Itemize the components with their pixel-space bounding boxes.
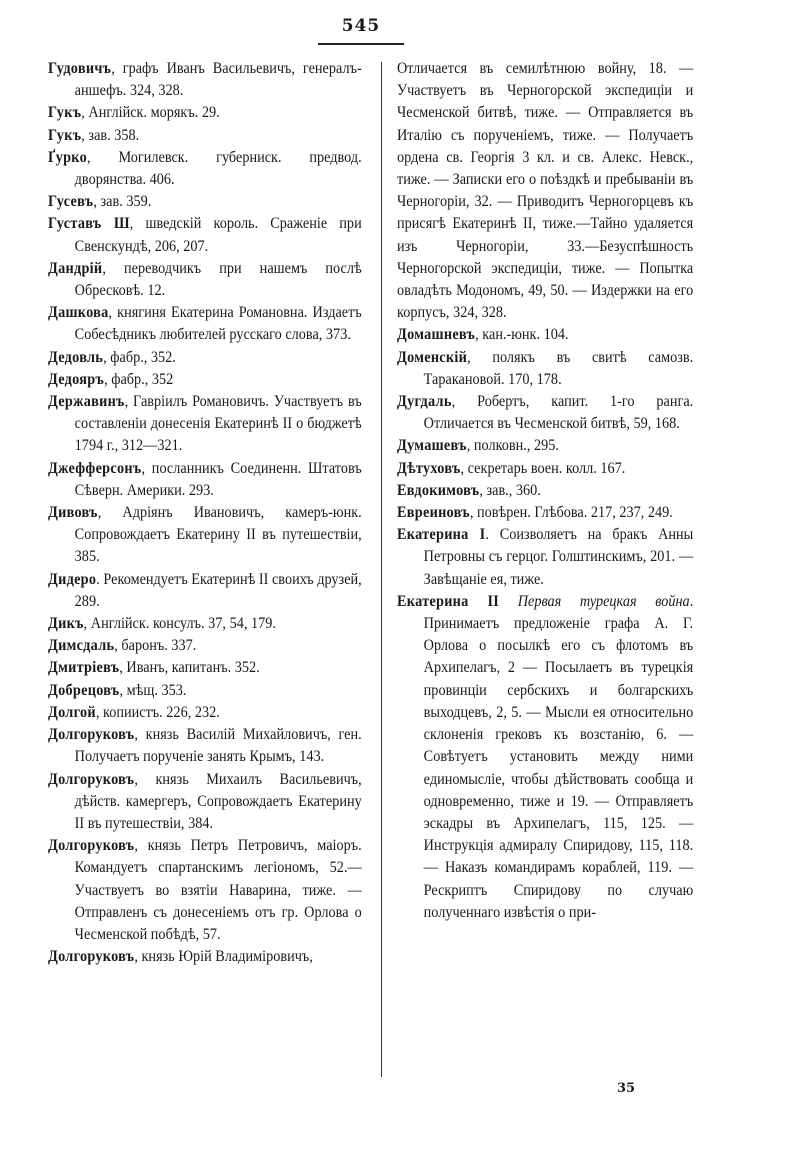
index-entry [48, 835, 362, 946]
index-entry [48, 147, 362, 191]
entry-text: , княгиня Екатерина Романовна. Издаетъ Собесѣдникъ любителей русскаго слова, 373. [74, 304, 362, 344]
entry-text: , мѣщ. 353. [119, 681, 187, 699]
entry-heading: Думашевъ [397, 437, 467, 455]
entry-subheading: Первая турецкая война [517, 592, 690, 610]
right-column [397, 58, 693, 924]
column-divider [381, 62, 382, 1077]
entry-heading: Долгоруковъ [48, 726, 135, 744]
entry-text: , зав., 360. [479, 481, 541, 499]
index-entry [48, 213, 362, 257]
index-entry [48, 191, 362, 213]
entry-heading: Дугдаль [397, 393, 452, 411]
index-entry [397, 502, 693, 524]
index-entry [397, 591, 693, 924]
entry-heading: Дандрій [48, 259, 103, 277]
entry-text: , фабр., 352. [103, 348, 176, 366]
index-entry [48, 258, 362, 302]
entry-heading: Домашневъ [397, 326, 476, 344]
entry-heading: Гукъ [48, 104, 82, 122]
entry-text: , повѣрен. Глѣбова. 217, 237, 249. [469, 504, 673, 522]
entry-text: , зав. 359. [93, 193, 152, 211]
entry-text: , князь Михаилъ Васильевичъ, дѣйств. камергеръ, Сопровождаетъ Екатерину II въ путешествіи, 384. [74, 770, 362, 832]
entry-text: , Гавріилъ Романовичъ. Участвуетъ въ составленіи донесенія Екатеринѣ II о бюджетѣ 1794 г., 312—321. [74, 393, 362, 455]
entry-text: , полякъ въ свитѣ самозв. Таракановой. 170, 178. [423, 348, 694, 388]
signature-mark: 35 [617, 1081, 636, 1096]
entry-heading: Дашкова [48, 304, 109, 322]
entry-heading: Дидеро [48, 570, 97, 588]
entry-text: , Англійск. консулъ. 37, 54, 179. [83, 615, 276, 633]
entry-text: , баронъ. 337. [114, 637, 197, 655]
entry-heading: Гусевъ [48, 193, 94, 211]
index-entry [48, 724, 362, 768]
index-entry [48, 391, 362, 458]
header-rule [318, 43, 404, 45]
entry-heading: Державинъ [48, 393, 125, 411]
entry-heading: Екатерина I [397, 526, 486, 544]
entry-text: , князь Василій Михайловичъ, ген. Получаетъ порученіе занять Крымъ, 143. [74, 726, 362, 766]
index-entry [397, 435, 693, 457]
index-entry [48, 657, 362, 679]
entry-heading: Дмитріевъ [48, 659, 120, 677]
index-entry [397, 458, 693, 480]
left-column [48, 58, 362, 968]
entry-heading: Гудовичъ [48, 60, 112, 77]
index-entry [48, 769, 362, 836]
entry-heading: Евдокимовъ [397, 481, 480, 499]
continued-entry-text: Отличается въ семилѣтнюю войну, 18. — Участвуетъ въ Черногорской экспедиціи и Чесменской битвѣ, тиже. — Отправляется въ Италію съ порученіемъ, тиже. — Получаетъ ордена св. Георгія 3 кл. и св. Алекс. Невск., тиже. — Записки его о поѣздкѣ и пребываніи въ Черногоріи, 32. — Приводитъ Черногорцевъ къ присягѣ Екатеринѣ II, тиже.—Тайно удаляется изъ Черногоріи, 33.—Безуспѣшность Черногорской экспедиціи, тиже. — Попытка овладѣть Модономъ, 49, 50. — Издержки на его корпусъ, 324, 328. [397, 60, 694, 322]
index-entry [48, 102, 362, 124]
index-entry [48, 569, 362, 613]
index-entry [48, 702, 362, 724]
entry-text: , графъ Иванъ Васильевичъ, генералъ-аншефъ. 324, 328. [74, 60, 362, 100]
page-number: 545 [341, 16, 381, 36]
entry-heading: Дѣтуховъ [397, 459, 461, 477]
entry-heading: Джефферсонъ [48, 459, 142, 477]
entry-heading: Дедояръ [48, 370, 105, 388]
entry-heading: Долгоруковъ [48, 948, 135, 966]
index-entry [397, 524, 693, 591]
entry-text: , полковн., 295. [466, 437, 559, 455]
index-entry [397, 480, 693, 502]
entry-text: , Иванъ, капитанъ. 352. [119, 659, 260, 677]
entry-text: , секретарь воен. колл. 167. [460, 459, 626, 477]
entry-heading: Долгой [48, 703, 96, 721]
entry-text: , Адріянъ Ивановичъ, камеръ-юнк. Сопровождаетъ Екатерину II въ путешествіи, 385. [74, 504, 362, 566]
entry-text: , шведскій король. Сраженіе при Свенскундѣ, 206, 207. [74, 215, 362, 255]
entry-heading: Дедовль [48, 348, 104, 366]
index-entry [48, 502, 362, 569]
entry-text: , копиистъ. 226, 232. [95, 703, 220, 721]
entry-heading: Екатерина II [397, 592, 500, 610]
entry-text: , Англійск. морякъ. 29. [81, 104, 220, 122]
entry-heading: Добрецовъ [48, 681, 120, 699]
entry-heading: Дикъ [48, 615, 84, 633]
entry-text: , князь Юрій Владиміровичъ, [134, 948, 313, 966]
entry-text: , переводчикъ при нашемъ послѣ Обресковѣ. 12. [74, 259, 362, 300]
entry-heading: Долгоруковъ [48, 770, 135, 788]
index-entry [397, 324, 693, 346]
entry-heading: Ґурко [48, 148, 88, 166]
entry-text: , Могилевск. губерниск. предвод. дворянства. 406. [74, 148, 362, 189]
index-entry [48, 680, 362, 702]
index-entry [48, 946, 362, 968]
entry-text: , князь Петръ Петровичъ, маіоръ. Командуетъ спартанскимъ легіономъ, 52.— Участвуетъ во взятіи Наварина, тиже. — Отправленъ съ донесеніемъ отъ гр. Орлова о Чесменской побѣдѣ, 57. [74, 837, 362, 943]
index-entry [397, 391, 693, 435]
index-entry [48, 613, 362, 635]
entry-text: , зав. 358. [81, 126, 140, 144]
entry-heading: Густавъ Ш [48, 215, 130, 233]
entry-heading: Димсдаль [48, 637, 115, 655]
entry-text: , фабр., 352 [104, 370, 174, 388]
index-entry [48, 458, 362, 502]
entry-text: . Рекомендуетъ Екатеринѣ II своихъ друзей, 289. [74, 570, 362, 610]
index-entry [48, 302, 362, 346]
index-entry [48, 125, 362, 147]
entry-heading: Доменскій [397, 348, 468, 366]
index-entry [48, 347, 362, 369]
entry-text: , Робертъ, капит. 1-го ранга. Отличается въ Чесменской битвѣ, 59, 168. [423, 393, 694, 433]
entry-heading: Евреиновъ [397, 504, 470, 522]
index-entry [48, 635, 362, 657]
index-entry [397, 347, 693, 391]
entry-text: , кан.-юнк. 104. [475, 326, 569, 344]
entry-heading: Долгоруковъ [48, 837, 135, 855]
entry-text: . Принимаетъ предложеніе графа А. Г. Орлова о посылкѣ его съ флотомъ въ Архипелагъ, 2 — Посылаетъ въ турецкія провинціи сербскихъ и болгарскихъ выходцевъ, 2, 5. — Мысли ея относительно склоненія грековъ къ возстанію, 6. — Совѣтуетъ установить между ними единомысліе, чтобы дѣйствовать сообща и одновременно, тиже и 19. — Отправляетъ эскадры въ Архипелагъ, 115, 125. — Инструкція адмиралу Спиридову, 115, 118. — Наказъ командирамъ кораблей, 119. — Рескриптъ Спиридову по случаю полученнаго извѣстія о при- [423, 592, 694, 921]
index-entry [48, 369, 362, 391]
entry-heading: Гукъ [48, 126, 82, 144]
index-entry [48, 58, 362, 102]
entry-text: . Соизволяетъ на бракъ Анны Петровны съ герцог. Голштинскимъ, 201. — Завѣщаніе ея, тиже. [423, 526, 694, 588]
entry-heading: Дивовъ [48, 504, 98, 522]
entry-text: , посланникъ Соединенн. Штатовъ Сѣверн. Америки. 293. [74, 459, 362, 499]
